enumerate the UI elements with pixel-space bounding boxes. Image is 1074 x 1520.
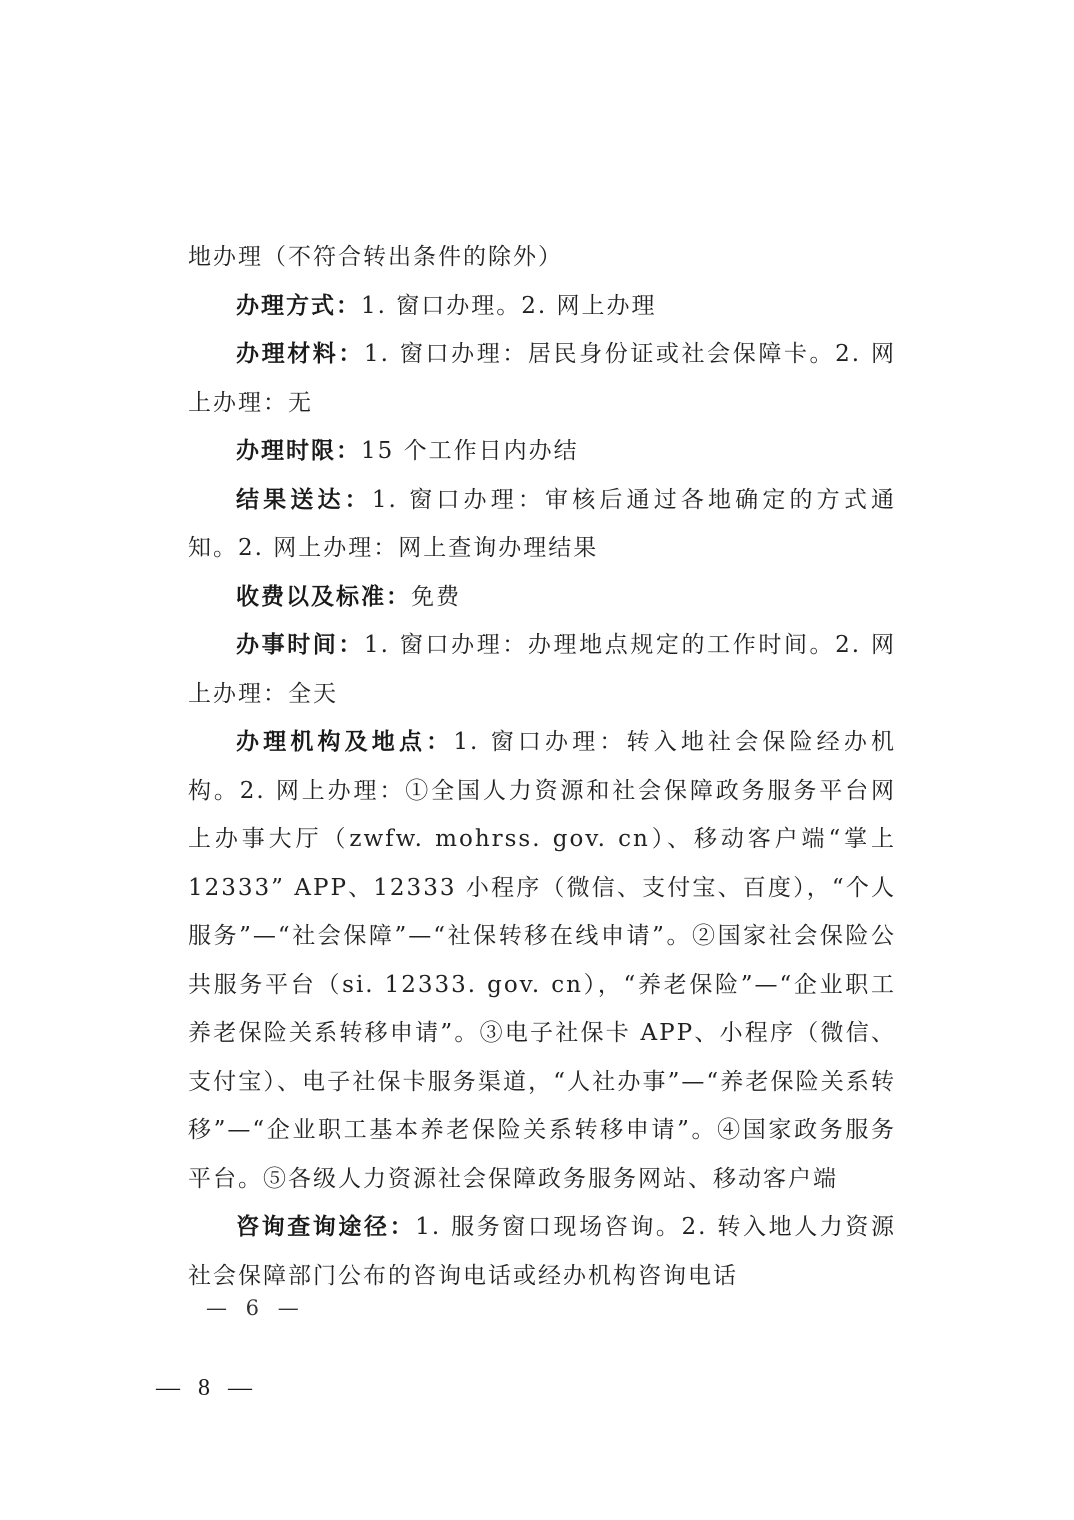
paragraph-label: 咨询查询途径： — [236, 1214, 416, 1240]
paragraph-label: 办理材料： — [236, 341, 365, 367]
paragraph-label: 结果送达： — [236, 486, 372, 513]
materials-paragraph — [188, 330, 896, 427]
continuation-paragraph — [188, 233, 896, 282]
paragraph-text: 地办理（不符合转出条件的除外） — [188, 244, 563, 270]
paragraph-label: 办理时限： — [236, 438, 361, 464]
outer-page-number: — 8 — — [156, 1375, 258, 1401]
paragraph-label: 办理方式： — [236, 292, 361, 319]
paragraph-text: 1. 服务窗口现场咨询。2. 转入地人力资源社会保障部门公布的咨询电话或经办机构咨询电话 — [188, 1214, 897, 1289]
paragraph-text: 1. 窗口办理。2. 网上办理 — [361, 292, 657, 319]
result-delivery-paragraph — [188, 476, 896, 573]
paragraph-label: 办事时间： — [236, 632, 365, 658]
time-limit-paragraph — [188, 427, 896, 476]
paragraph-text: 1. 窗口办理：办理地点规定的工作时间。2. 网上办理：全天 — [188, 632, 897, 707]
fee-paragraph — [188, 573, 896, 622]
consultation-paragraph — [188, 1203, 896, 1300]
inner-page-number: — 6 — — [206, 1296, 305, 1320]
agency-location-paragraph — [188, 718, 896, 1203]
document-body — [188, 233, 896, 1300]
handling-method-paragraph — [188, 282, 896, 331]
paragraph-label: 收费以及标准： — [236, 583, 411, 610]
paragraph-label: 办理机构及地点： — [236, 729, 454, 755]
paragraph-text: 1. 窗口办理：审核后通过各地确定的方式通知。2. 网上办理：网上查询办理结果 — [188, 486, 896, 561]
paragraph-text: 免费 — [411, 583, 461, 610]
paragraph-text: 15 个工作日内办结 — [361, 438, 579, 464]
office-hours-paragraph — [188, 621, 896, 718]
paragraph-text: 1. 窗口办理：转入地社会保险经办机构。2. 网上办理：①全国人力资源和社会保障政务服务平台网上办事大厅（zwfw. mohrss. gov. cn）、移动客户端“掌上 12333” APP、12333 小程序（微信、支付宝、百度），“个人服务”—“社会保障”—“社保转移在线申请”。②国家社会保险公共服务平台（si. 12333. gov. cn），“养老保险”—“企业职工养老保险关系转移申请”。③电子社保卡 APP、小程序（微信、支付宝）、电子社保卡服务渠道，“人社办事”—“养老保险关系转移”—“企业职工基本养老保险关系转移申请”。④国家政务服务平台。⑤各级人力资源社会保障政务服务网站、移动客户端 — [188, 729, 897, 1192]
paragraph-text: 1. 窗口办理：居民身份证或社会保障卡。2. 网上办理：无 — [188, 341, 897, 416]
